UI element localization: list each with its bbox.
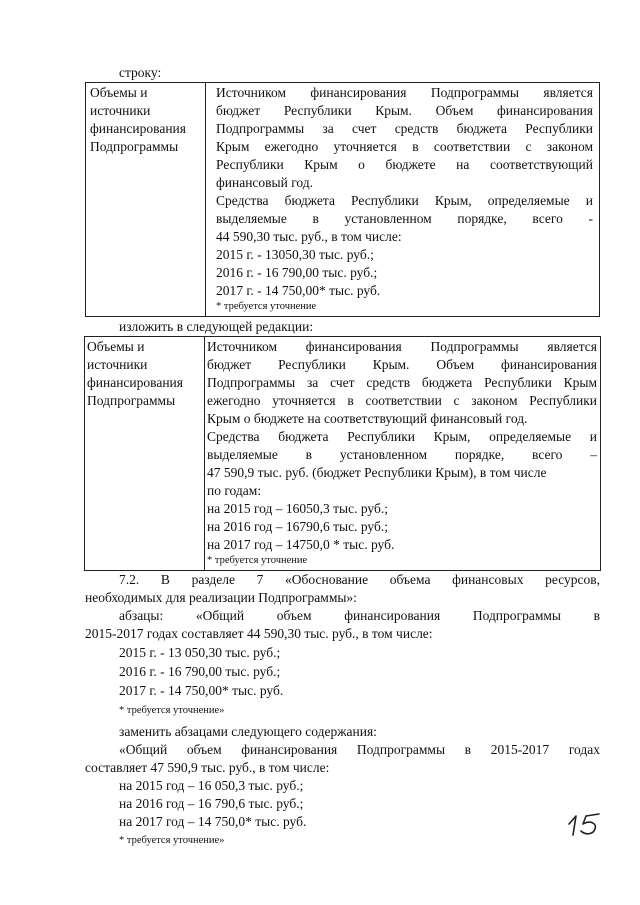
replace-line: «Общий объем финансирования Подпрограммы в 2015-2017 годах <box>119 742 600 757</box>
section-year-line: 2016 г. - 16 790,00 тыс. руб.; <box>119 664 281 679</box>
section-para-line: абзацы: «Общий объем финансирования Подпрограммы в <box>119 608 600 623</box>
old-footnote: * требуется уточнение <box>216 301 317 312</box>
new-year-line: на 2016 год – 16790,6 тыс. руб.; <box>207 519 388 534</box>
new-para2-line: Средства бюджета Республики Крым, определяемые и <box>207 429 597 444</box>
replace-year-line: на 2015 год – 16 050,3 тыс. руб.; <box>119 778 304 793</box>
old-label-line: источники <box>90 103 151 118</box>
new-funding-table <box>84 336 601 571</box>
new-table-label-cell <box>85 337 205 571</box>
new-para1-line: ежегодно уточняется в соответствии с законом Республики <box>207 393 597 408</box>
section-year-line: 2017 г. - 14 750,00* тыс. руб. <box>119 683 284 698</box>
old-table-label-cell <box>86 83 206 317</box>
old-para1-line: Республики Крым о бюджете на соответствующий <box>216 157 593 172</box>
new-label-line: финансирования <box>87 375 183 390</box>
replace-label: заменить абзацами следующего содержания: <box>119 724 377 739</box>
handwritten-page-number <box>566 808 606 843</box>
old-para2-line: 44 590,30 тыс. руб., в том числе: <box>216 229 402 244</box>
new-label-line: Подпрограммы <box>87 393 176 408</box>
old-year-line: 2015 г. - 13050,30 тыс. руб.; <box>216 247 374 262</box>
replace-footnote: * требуется уточнение» <box>119 835 225 846</box>
new-year-line: на 2017 год – 14750,0 * тыс. руб. <box>207 537 395 552</box>
section-heading-line: 7.2. В разделе 7 «Обоснование объема финансовых ресурсов, <box>119 572 600 587</box>
old-label-line: финансирования <box>90 121 186 136</box>
new-para2-line: выделяемые в установленном порядке, всего – <box>207 447 597 462</box>
section-footnote: * требуется уточнение» <box>119 705 225 716</box>
old-funding-table <box>85 82 600 317</box>
redaction-label: изложить в следующей редакции: <box>119 319 314 334</box>
new-para1-line: бюджет Республики Крым. Объем финансирования <box>207 357 597 372</box>
old-para1-line: бюджет Республики Крым. Объем финансирования <box>216 103 593 118</box>
old-para1-line: Источником финансирования Подпрограммы является <box>216 85 593 100</box>
old-para2-line: Средства бюджета Республики Крым, определяемые и <box>216 193 593 208</box>
new-para2-line: 47 590,9 тыс. руб. (бюджет Республики Крым), в том числе <box>207 465 547 480</box>
old-year-line: 2016 г. - 16 790,00 тыс. руб.; <box>216 265 378 280</box>
old-para1-line: Крым ежегодно уточняется в соответствии с законом <box>216 139 593 154</box>
new-para1-line: Крым о бюджете на соответствующий финансовый год. <box>207 411 528 426</box>
old-table-content-cell <box>206 83 600 317</box>
new-label-line: источники <box>87 357 148 372</box>
new-para1-line: Подпрограммы за счет средств бюджета Республики Крым <box>207 375 597 390</box>
new-table-content-cell <box>205 337 601 571</box>
section-para-line: 2015-2017 годах составляет 44 590,30 тыс. руб., в том числе: <box>85 626 433 641</box>
handwritten-page-number-mark <box>566 808 606 838</box>
replace-line: составляет 47 590,9 тыс. руб., в том числе: <box>85 760 330 775</box>
replace-year-line: на 2016 год – 16 790,6 тыс. руб.; <box>119 796 304 811</box>
intro-label: строку: <box>119 65 162 80</box>
old-para1-line: финансовый год. <box>216 175 314 190</box>
section-year-line: 2015 г. - 13 050,30 тыс. руб.; <box>119 645 281 660</box>
new-para2-line: по годам: <box>207 483 262 498</box>
old-para1-line: Подпрограммы за счет средств бюджета Республики <box>216 121 593 136</box>
new-footnote: * требуется уточнение <box>207 555 308 566</box>
old-para2-line: выделяемые в установленном порядке, всего - <box>216 211 593 226</box>
old-year-line: 2017 г. - 14 750,00* тыс. руб. <box>216 283 381 298</box>
new-label-line: Объемы и <box>87 339 145 354</box>
old-label-line: Объемы и <box>90 85 148 100</box>
new-para1-line: Источником финансирования Подпрограммы является <box>207 339 597 354</box>
new-year-line: на 2015 год – 16050,3 тыс. руб.; <box>207 501 388 516</box>
old-label-line: Подпрограммы <box>90 139 179 154</box>
replace-year-line: на 2017 год – 14 750,0* тыс. руб. <box>119 814 307 829</box>
section-heading-line: необходимых для реализации Подпрограммы»: <box>85 590 357 605</box>
